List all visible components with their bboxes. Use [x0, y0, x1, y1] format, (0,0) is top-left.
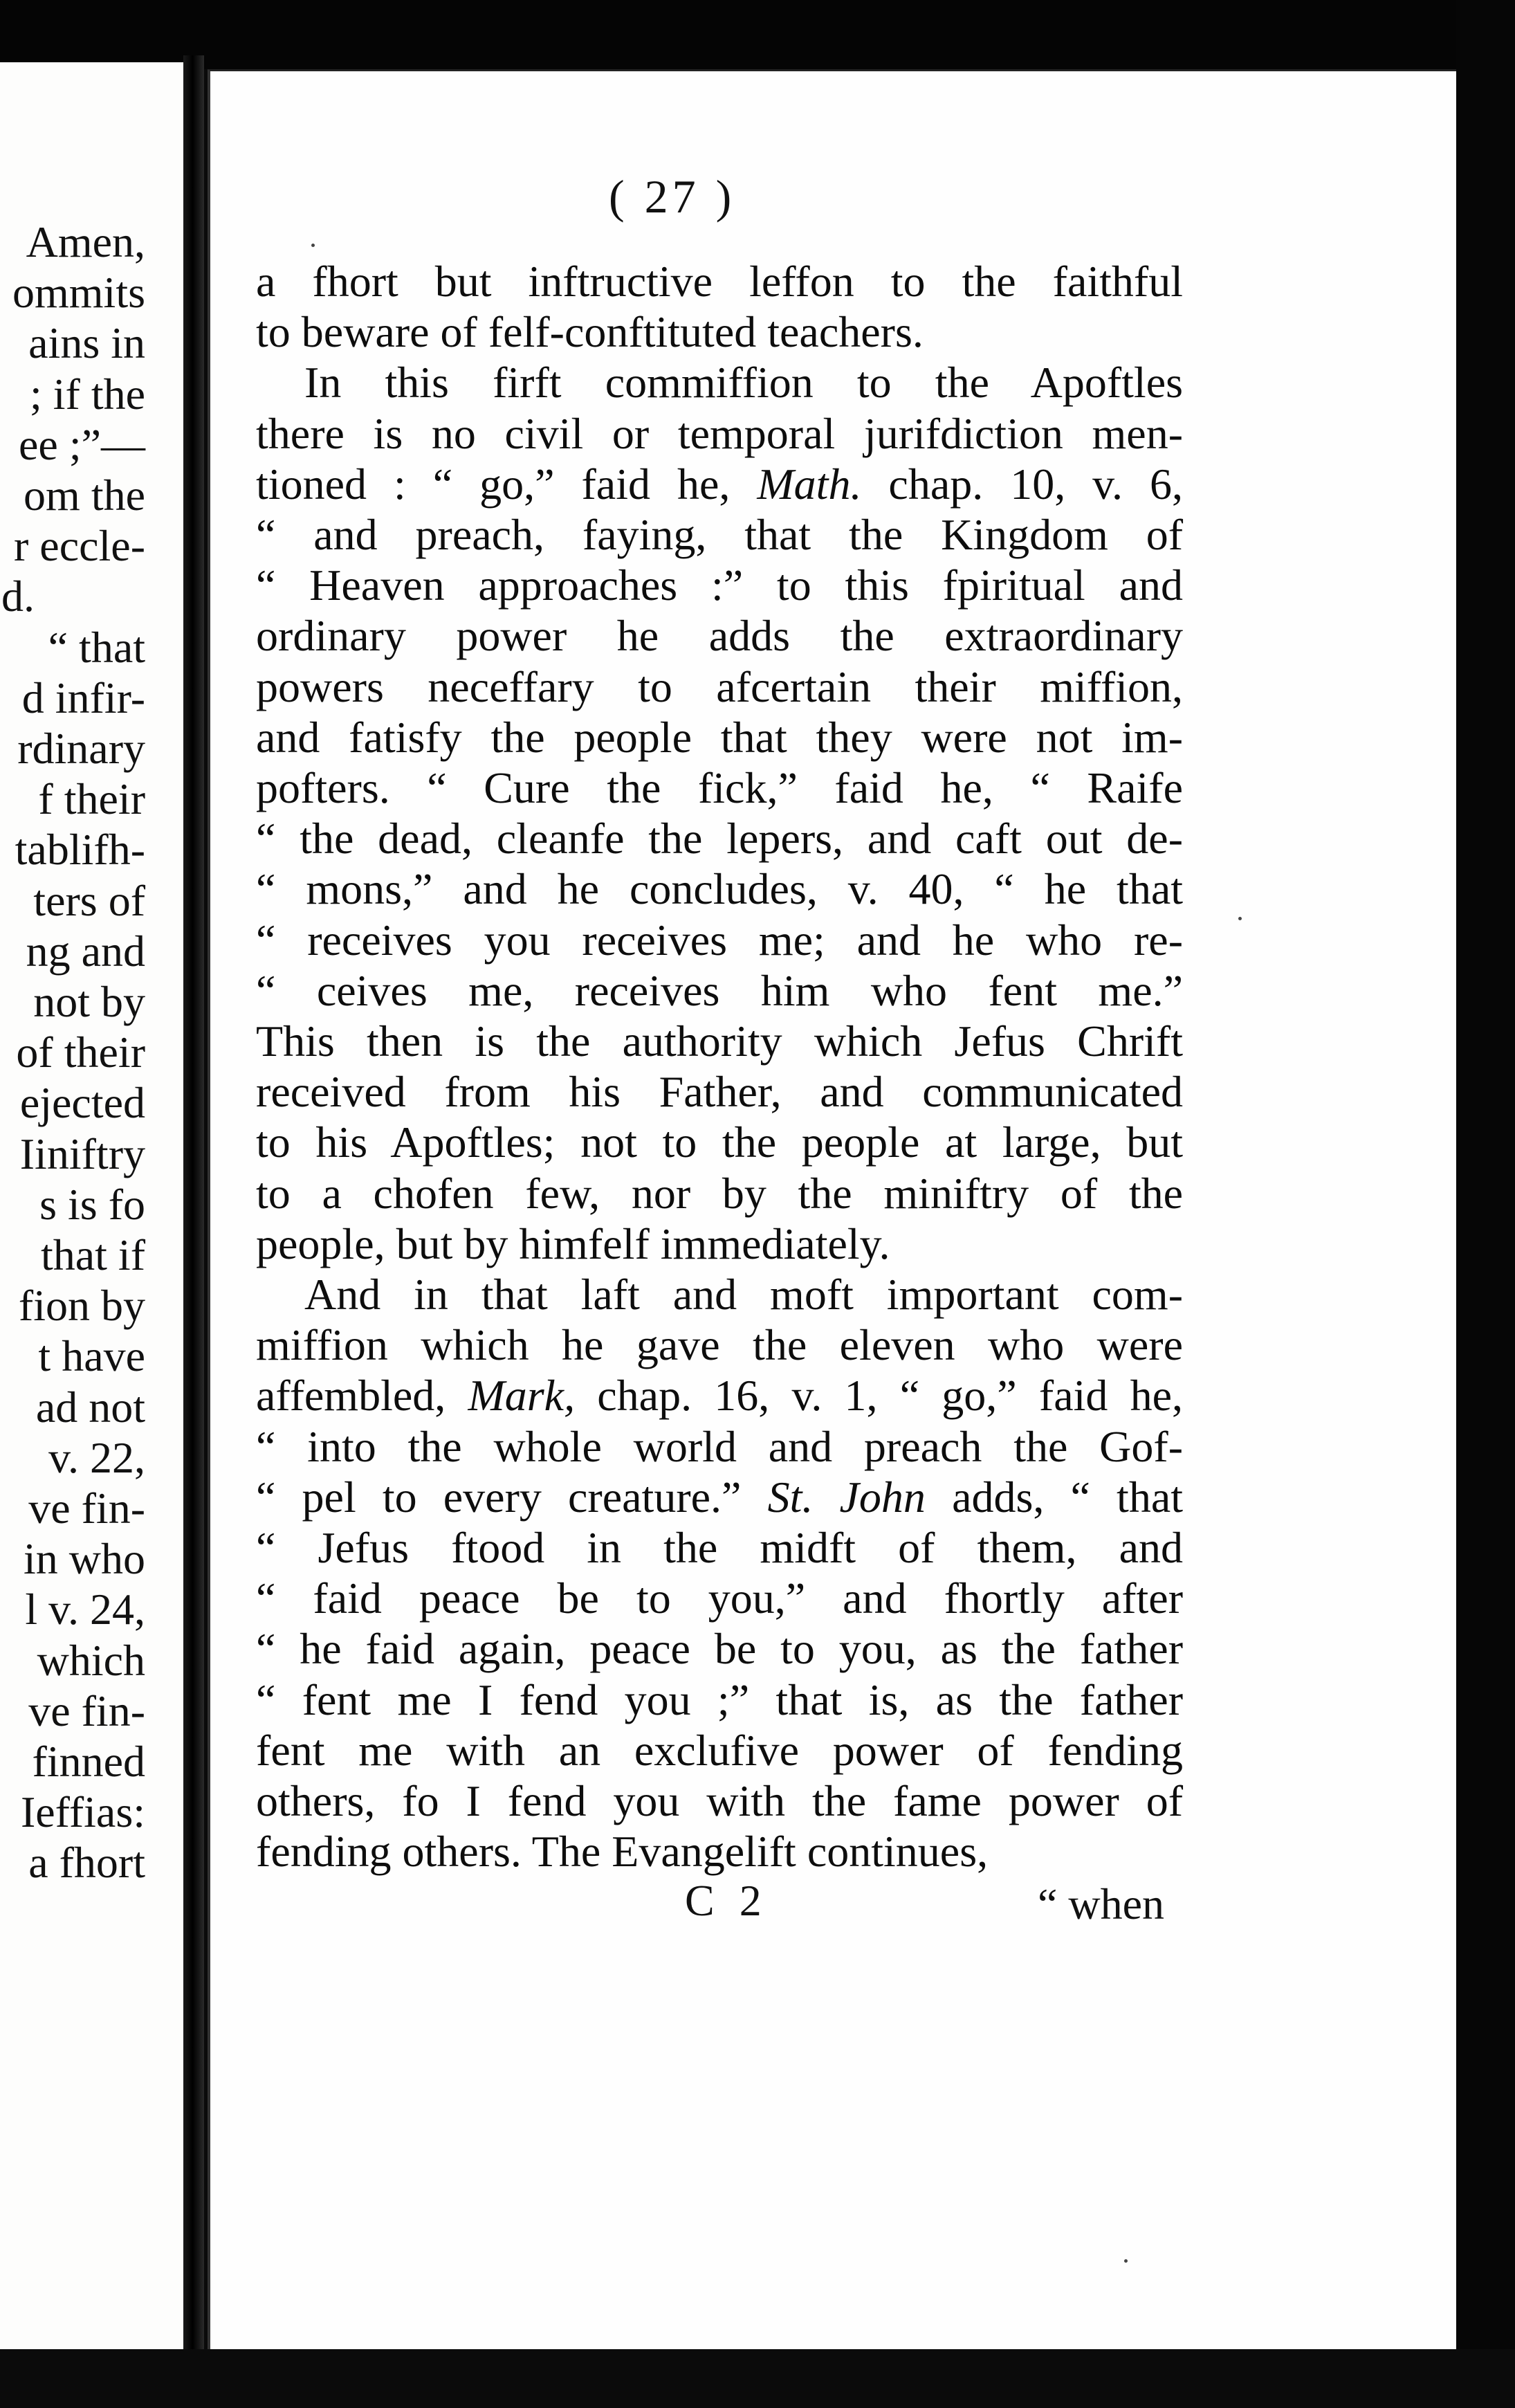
text-line: “ faid peace be to you,” and fhortly after: [256, 1574, 1183, 1623]
text-line: and fatisfy the people that they were not im-: [256, 713, 1183, 762]
scan-background-bottom: [0, 2349, 1515, 2408]
fragment-line: ters of: [33, 876, 145, 925]
fragment-line: ains in: [28, 318, 145, 367]
text-line: In this firft commiffion to the Apoftles: [304, 358, 1183, 407]
fragment-line: that if: [40, 1230, 145, 1279]
fragment-line: ad not: [35, 1383, 145, 1432]
text-line: “ receives you receives me; and he who re-: [256, 915, 1183, 965]
previous-page-fragment: [0, 62, 203, 2353]
fragment-line: rdinary: [17, 724, 145, 773]
ink-speck: [1238, 917, 1242, 920]
fragment-line: ; if the: [29, 370, 145, 419]
catchword: “ when: [1038, 1879, 1165, 1928]
text-line: “ the dead, cleanfe the lepers, and caft out de-: [256, 814, 1183, 863]
fragment-line: which: [37, 1636, 145, 1685]
text-line: a fhort but inftructive leffon to the faithful: [256, 257, 1183, 306]
text-line: there is no civil or temporal jurifdiction men-: [256, 409, 1183, 458]
text-line: “ fent me I fend you ;” that is, as the father: [256, 1675, 1183, 1724]
page-number: ( 27 ): [609, 170, 736, 223]
fragment-line: a fhort: [28, 1838, 145, 1887]
text-line: others, fo I fend you with the fame power of: [256, 1776, 1183, 1825]
text-line: “ ceives me, receives him who fent me.”: [256, 966, 1183, 1015]
ink-speck: [1124, 2259, 1128, 2263]
fragment-line: ommits: [12, 268, 145, 317]
fragment-line: f their: [38, 774, 145, 823]
text-line: received from his Father, and communicated: [256, 1067, 1183, 1116]
text-line: powers neceffary to afcertain their miffion,: [256, 662, 1183, 711]
fragment-line: ve fin-: [28, 1484, 145, 1533]
fragment-line: l v. 24,: [25, 1585, 145, 1634]
text-line: “ into the whole world and preach the Gof-: [256, 1422, 1183, 1471]
text-line: to beware of felf-conftituted teachers.: [256, 307, 924, 356]
text-line: tioned : “ go,” faid he, Math. chap. 10, v. 6,: [256, 459, 1184, 509]
text-line: “ and preach, faying, that the Kingdom of: [256, 510, 1183, 559]
text-line: “ he faid again, peace be to you, as the father: [256, 1624, 1183, 1673]
text-line: “ mons,” and he concludes, v. 40, “ he that: [256, 864, 1183, 913]
fragment-line: ng and: [26, 927, 145, 976]
text-line: to a chofen few, nor by the miniftry of the: [256, 1169, 1183, 1218]
fragment-line: Iiniftry: [19, 1129, 145, 1178]
fragment-line: d.: [1, 572, 35, 621]
fragment-line: d infir-: [21, 673, 145, 722]
fragment-line: finned: [32, 1737, 145, 1786]
fragment-line: r eccle-: [13, 521, 145, 570]
text-line: fending others. The Evangelift continues,: [256, 1827, 989, 1876]
text-line: “ Heaven approaches :” to this fpiritual and: [256, 560, 1183, 610]
text-line: people, but by himfelf immediately.: [256, 1219, 890, 1268]
text-line: miffion which he gave the eleven who were: [256, 1320, 1183, 1369]
text-line: This then is the authority which Jefus Chrift: [256, 1016, 1183, 1066]
fragment-line: not by: [33, 977, 145, 1026]
ink-speck: [311, 244, 315, 247]
text-line: affembled, Mark, chap. 16, v. 1, “ go,” faid he,: [256, 1371, 1184, 1420]
fragment-line: s is fo: [39, 1180, 145, 1229]
fragment-line: t have: [38, 1331, 145, 1380]
text-line: And in that laft and moft important com-: [304, 1270, 1183, 1319]
fragment-line: Amen,: [26, 217, 145, 266]
text-line: pofters. “ Cure the fick,” faid he, “ Raife: [256, 763, 1183, 812]
text-line: “ Jefus ftood in the midft of them, and: [256, 1523, 1183, 1572]
fragment-line: ejected: [19, 1078, 145, 1127]
text-line: to his Apoftles; not to the people at large, but: [256, 1118, 1183, 1167]
text-line: “ pel to every creature.” St. John adds, “ that: [256, 1472, 1184, 1522]
text-line: ordinary power he adds the extraordinary: [256, 611, 1183, 660]
scan-background-top: [0, 0, 1515, 69]
fragment-line: Ieffias:: [20, 1787, 145, 1836]
fragment-line: v. 22,: [48, 1433, 145, 1482]
scan-background-right: [1456, 0, 1515, 2408]
fragment-line: in who: [24, 1534, 145, 1583]
fragment-line: ve fin-: [28, 1686, 145, 1735]
book-gutter: [183, 55, 204, 2356]
signature-mark: C 2: [685, 1876, 769, 1925]
text-line: fent me with an exclufive power of fending: [256, 1726, 1183, 1775]
fragment-line: “ that: [48, 623, 145, 672]
fragment-line: tablifh-: [15, 825, 145, 874]
fragment-line: om the: [24, 471, 145, 520]
fragment-line: of their: [16, 1028, 145, 1077]
fragment-line: ee ;”—: [19, 420, 145, 469]
fragment-line: fion by: [18, 1281, 145, 1330]
